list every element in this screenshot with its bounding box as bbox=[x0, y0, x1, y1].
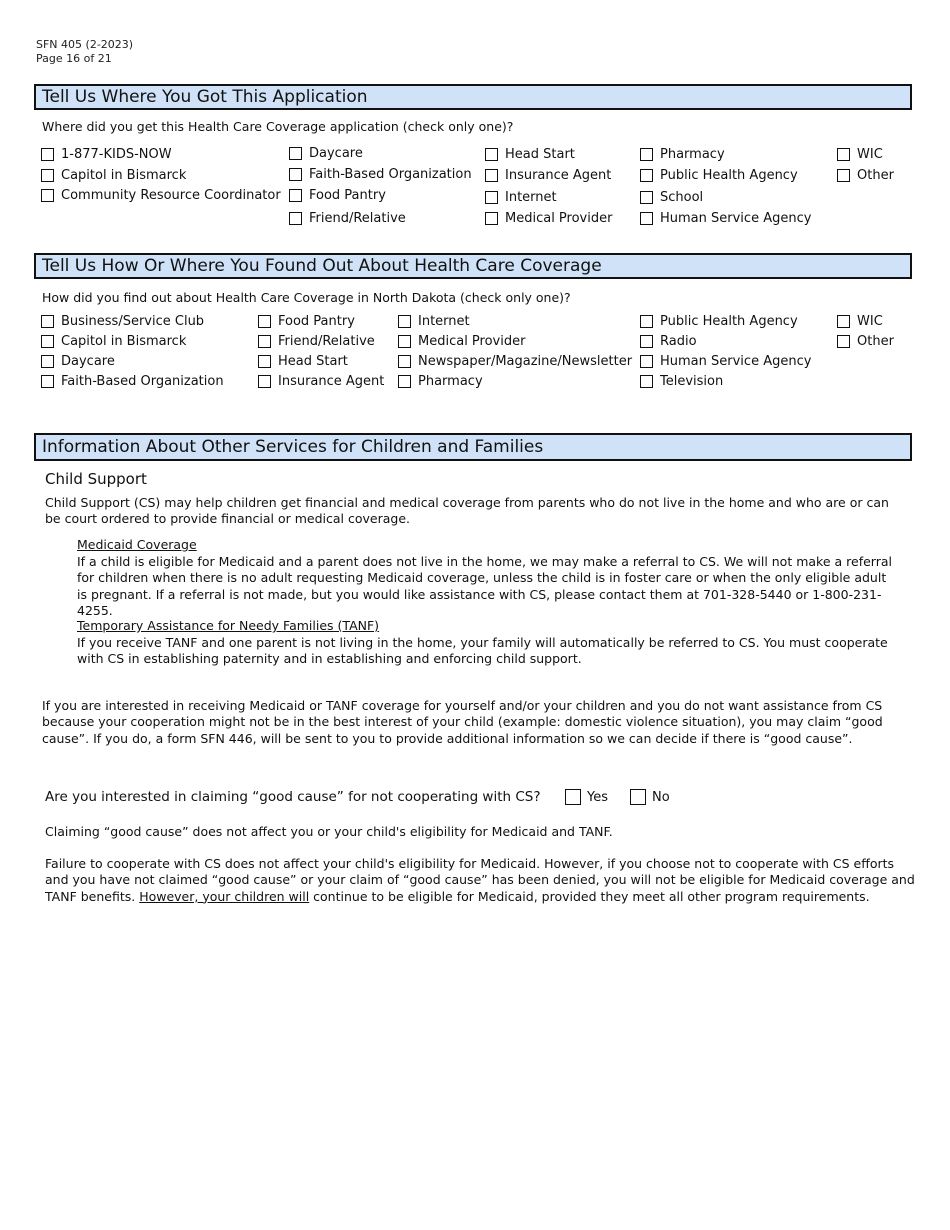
medicaid-heading: Medicaid Coverage bbox=[77, 537, 197, 552]
checkbox-option[interactable] bbox=[640, 168, 798, 183]
checkbox-option[interactable] bbox=[640, 211, 811, 226]
checkbox-icon[interactable] bbox=[640, 148, 653, 161]
yes-option[interactable] bbox=[565, 789, 608, 805]
option-label: Newspaper/Magazine/Newsletter bbox=[418, 354, 633, 369]
good-cause-paragraph: If you are interested in receiving Medicaid or TANF coverage for yourself and/or your children and you do not want assistance from CS because your cooperation might not be in the best interest of your child (example: domestic violence situation), you may claim “good cause”. If you do, a form SFN 446, will be sent to you to provide additional information so we can decide if there is “good cause”. bbox=[42, 698, 883, 746]
checkbox-icon[interactable] bbox=[41, 335, 54, 348]
section-title-application-source: Tell Us Where You Got This Application bbox=[34, 84, 912, 110]
checkbox-icon[interactable] bbox=[41, 148, 54, 161]
checkbox-icon[interactable] bbox=[258, 375, 271, 388]
checkbox-icon[interactable] bbox=[640, 212, 653, 225]
option-label: School bbox=[660, 190, 704, 205]
checkbox-option[interactable] bbox=[41, 354, 115, 369]
failure-paragraph bbox=[45, 856, 915, 905]
option-label: Public Health Agency bbox=[660, 314, 798, 329]
option-label: 1-877-KIDS-NOW bbox=[61, 147, 172, 162]
option-label: Pharmacy bbox=[660, 147, 725, 162]
checkbox-icon[interactable] bbox=[258, 355, 271, 368]
checkbox-icon[interactable] bbox=[630, 789, 646, 805]
checkbox-option[interactable] bbox=[485, 211, 612, 226]
checkbox-icon[interactable] bbox=[398, 315, 411, 328]
checkbox-icon[interactable] bbox=[258, 335, 271, 348]
checkbox-option[interactable] bbox=[41, 314, 204, 329]
option-label: Other bbox=[857, 334, 894, 349]
checkbox-option[interactable] bbox=[640, 374, 723, 389]
option-label: Insurance Agent bbox=[278, 374, 385, 389]
checkbox-option[interactable] bbox=[41, 374, 224, 389]
checkbox-icon[interactable] bbox=[41, 189, 54, 202]
checkbox-icon[interactable] bbox=[640, 375, 653, 388]
checkbox-option[interactable] bbox=[41, 147, 172, 162]
option-label: Community Resource Coordinator bbox=[61, 188, 281, 203]
checkbox-icon[interactable] bbox=[289, 212, 302, 225]
checkbox-option[interactable] bbox=[258, 354, 348, 369]
no-label: No bbox=[652, 789, 670, 805]
option-label: Other bbox=[857, 168, 894, 183]
option-label: WIC bbox=[857, 314, 883, 329]
checkbox-icon[interactable] bbox=[485, 212, 498, 225]
form-number: SFN 405 (2-2023) bbox=[36, 38, 134, 51]
checkbox-icon[interactable] bbox=[640, 335, 653, 348]
option-label: Daycare bbox=[61, 354, 115, 369]
option-label: Medical Provider bbox=[505, 211, 613, 226]
checkbox-icon[interactable] bbox=[640, 169, 653, 182]
checkbox-option[interactable] bbox=[837, 314, 883, 329]
checkbox-icon[interactable] bbox=[485, 169, 498, 182]
option-label: Business/Service Club bbox=[61, 314, 205, 329]
checkbox-icon[interactable] bbox=[289, 189, 302, 202]
child-support-intro: Child Support (CS) may help children get financial and medical coverage from parents who do not live in the home and who are or can be court ordered to provide financial or medical coverage. bbox=[45, 495, 889, 527]
checkbox-option[interactable] bbox=[289, 167, 472, 182]
checkbox-icon[interactable] bbox=[837, 315, 850, 328]
checkbox-option[interactable] bbox=[398, 354, 632, 369]
checkbox-icon[interactable] bbox=[398, 355, 411, 368]
checkbox-icon[interactable] bbox=[289, 168, 302, 181]
option-label: Medical Provider bbox=[418, 334, 526, 349]
question-application-source: Where did you get this Health Care Coverage application (check only one)? bbox=[42, 119, 514, 134]
checkbox-icon[interactable] bbox=[640, 355, 653, 368]
option-label: Head Start bbox=[278, 354, 348, 369]
checkbox-icon[interactable] bbox=[837, 169, 850, 182]
checkbox-option[interactable] bbox=[485, 147, 575, 162]
checkbox-option[interactable] bbox=[837, 334, 894, 349]
option-label: Faith-Based Organization bbox=[309, 167, 472, 182]
option-label: Capitol in Bismarck bbox=[61, 334, 187, 349]
checkbox-option[interactable] bbox=[289, 146, 363, 161]
checkbox-option[interactable] bbox=[640, 354, 811, 369]
checkbox-option[interactable] bbox=[258, 334, 375, 349]
checkbox-icon[interactable] bbox=[398, 375, 411, 388]
option-label: Radio bbox=[660, 334, 697, 349]
checkbox-icon[interactable] bbox=[837, 148, 850, 161]
checkbox-icon[interactable] bbox=[565, 789, 581, 805]
checkbox-icon[interactable] bbox=[485, 191, 498, 204]
option-label: Capitol in Bismarck bbox=[61, 168, 187, 183]
option-label: Pharmacy bbox=[418, 374, 483, 389]
option-label: Insurance Agent bbox=[505, 168, 612, 183]
section-title-other-services: Information About Other Services for Children and Families bbox=[34, 433, 912, 461]
checkbox-icon[interactable] bbox=[640, 191, 653, 204]
option-label: Public Health Agency bbox=[660, 168, 798, 183]
tanf-text: If you receive TANF and one parent is not living in the home, your family will automatically be referred to CS. You must cooperate with CS in establishing paternity and in establishing and enforcing child support. bbox=[77, 635, 888, 667]
section-title-found-out: Tell Us How Or Where You Found Out About Health Care Coverage bbox=[34, 253, 912, 279]
checkbox-icon[interactable] bbox=[41, 355, 54, 368]
medicaid-text: If a child is eligible for Medicaid and a parent does not live in the home, we may make a referral to CS. We will not make a referral for children when there is no adult requesting Medicaid coverage, unless the child is in foster care or when the only eligible adult is pregnant. If a referral is not made, but you would like assistance with CS, please contact them at 701-328-5440 or 1-800-231-4255. bbox=[77, 554, 892, 618]
checkbox-option[interactable] bbox=[398, 374, 483, 389]
option-label: Food Pantry bbox=[309, 188, 386, 203]
checkbox-option[interactable] bbox=[289, 188, 386, 203]
checkbox-icon[interactable] bbox=[258, 315, 271, 328]
option-label: Internet bbox=[505, 190, 557, 205]
checkbox-option[interactable] bbox=[640, 190, 703, 205]
checkbox-option[interactable] bbox=[41, 334, 186, 349]
checkbox-option[interactable] bbox=[398, 314, 470, 329]
subtitle-child-support: Child Support bbox=[45, 470, 147, 488]
failure-text-b: continue to be eligible for Medicaid, provided they meet all other program requirements. bbox=[309, 888, 870, 904]
no-option[interactable] bbox=[630, 789, 670, 805]
checkbox-icon[interactable] bbox=[837, 335, 850, 348]
checkbox-option[interactable] bbox=[398, 334, 525, 349]
checkbox-option[interactable] bbox=[640, 314, 798, 329]
checkbox-icon[interactable] bbox=[289, 147, 302, 160]
option-label: Daycare bbox=[309, 146, 363, 161]
checkbox-option[interactable] bbox=[258, 314, 355, 329]
option-label: Friend/Relative bbox=[278, 334, 375, 349]
option-label: Faith-Based Organization bbox=[61, 374, 224, 389]
checkbox-option[interactable] bbox=[485, 190, 557, 205]
claim-note: Claiming “good cause” does not affect you or your child's eligibility for Medicaid and TANF. bbox=[45, 824, 613, 839]
option-label: Human Service Agency bbox=[660, 211, 812, 226]
checkbox-option[interactable] bbox=[258, 374, 384, 389]
checkbox-option[interactable] bbox=[837, 147, 883, 162]
checkbox-option[interactable] bbox=[289, 211, 406, 226]
checkbox-icon[interactable] bbox=[41, 315, 54, 328]
yes-label: Yes bbox=[587, 789, 608, 805]
failure-text-a: Failure to cooperate with CS does not affect your child's eligibility for Medicaid. However, if you choose not to cooperate with CS efforts and you have not claimed “good cause” or your claim of “good cause” has been denied, you will not be eligible for Medicaid coverage and TANF benefits. bbox=[45, 856, 915, 904]
option-label: Friend/Relative bbox=[309, 211, 406, 226]
checkbox-option[interactable] bbox=[640, 147, 725, 162]
option-label: Internet bbox=[418, 314, 470, 329]
checkbox-option[interactable] bbox=[41, 188, 281, 203]
checkbox-option[interactable] bbox=[485, 168, 611, 183]
checkbox-icon[interactable] bbox=[41, 375, 54, 388]
option-label: Head Start bbox=[505, 147, 575, 162]
option-label: Human Service Agency bbox=[660, 354, 812, 369]
option-label: WIC bbox=[857, 147, 883, 162]
checkbox-icon[interactable] bbox=[398, 335, 411, 348]
option-label: Television bbox=[660, 374, 724, 389]
question-found-out: How did you find out about Health Care Coverage in North Dakota (check only one)? bbox=[42, 290, 571, 305]
checkbox-icon[interactable] bbox=[640, 315, 653, 328]
good-cause-question: Are you interested in claiming “good cause” for not cooperating with CS? bbox=[45, 789, 541, 805]
checkbox-icon[interactable] bbox=[485, 148, 498, 161]
option-label: Food Pantry bbox=[278, 314, 355, 329]
checkbox-option[interactable] bbox=[640, 334, 697, 349]
failure-text-underlined: However, your children will bbox=[139, 888, 310, 904]
page-number: Page 16 of 21 bbox=[36, 52, 112, 65]
checkbox-option[interactable] bbox=[837, 168, 894, 183]
checkbox-icon[interactable] bbox=[41, 169, 54, 182]
checkbox-option[interactable] bbox=[41, 168, 186, 183]
tanf-heading: Temporary Assistance for Needy Families (TANF) bbox=[77, 618, 380, 633]
